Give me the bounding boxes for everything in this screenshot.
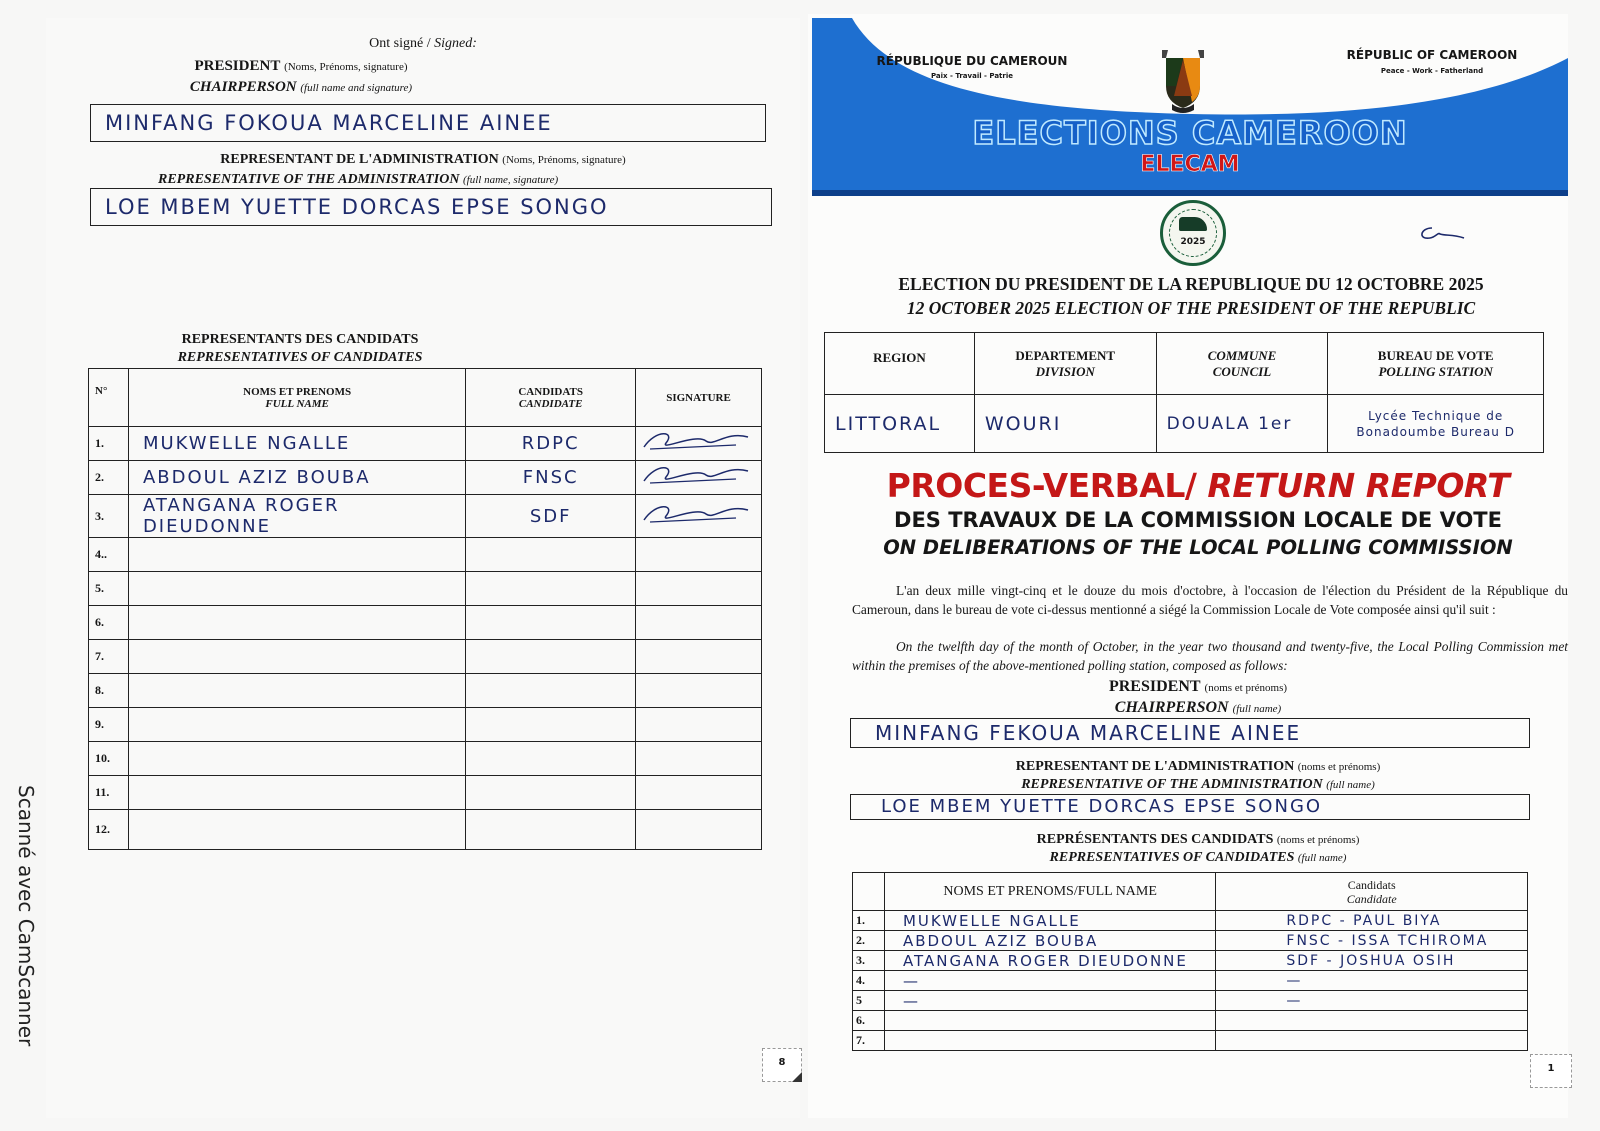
initials-mark-icon: [1416, 222, 1476, 246]
row-number: 7.: [89, 640, 129, 674]
table-row: [89, 461, 762, 495]
rep-name-cell[interactable]: ATANGANA ROGER DIEUDONNE: [128, 495, 465, 538]
division-value[interactable]: WOURI: [974, 395, 1156, 453]
header-cand-fr: CANDIDATS: [518, 385, 583, 398]
candidate-cell[interactable]: SDF - JOSHUA OSIH: [1216, 951, 1528, 971]
header-division-fr: DEPARTEMENT: [1015, 347, 1116, 363]
candidate-cell[interactable]: —: [1216, 971, 1528, 991]
header-polling-station: [1328, 333, 1544, 395]
chairperson-heading: [46, 79, 556, 96]
table-row: [853, 951, 1528, 971]
header-council-fr: COMMUNE: [1207, 347, 1277, 363]
right-admin-label-en: REPRESENTATIVE OF THE ADMINISTRATION: [1021, 777, 1323, 792]
seal-year: 2025: [1180, 237, 1206, 247]
reps-title-fr: REPRESENTANTS DES CANDIDATS: [181, 332, 419, 347]
right-page: [808, 14, 1568, 1118]
rep-name-cell[interactable]: ATANGANA ROGER DIEUDONNE: [884, 951, 1215, 971]
row-number: 6.: [89, 606, 129, 640]
page-number-right: 1: [1547, 1063, 1555, 1074]
signature-cell[interactable]: [636, 461, 762, 495]
right-header-name: NOMS ET PRENOMS/FULL NAME: [884, 873, 1215, 911]
right-admin-name: LOE MBEM YUETTE DORCAS EPSE SONGO: [881, 796, 1323, 817]
table-row: [853, 911, 1528, 931]
candidate-cell[interactable]: SDF: [466, 495, 636, 538]
rep-name-cell[interactable]: [128, 810, 465, 850]
admin-name: LOE MBEM YUETTE DORCAS EPSE SONGO: [105, 195, 609, 219]
row-number: 11.: [89, 776, 129, 810]
row-number: 4.: [853, 971, 885, 991]
admin-label: REPRESENTANT DE L'ADMINISTRATION: [220, 152, 499, 167]
right-admin-name-field[interactable]: [850, 794, 1530, 820]
header-name-en: FULL NAME: [265, 397, 329, 410]
region-value[interactable]: LITTORAL: [825, 395, 975, 453]
header-name-fr: NOMS ET PRENOMS: [243, 385, 352, 398]
location-table: [824, 332, 1544, 453]
right-chair-label: CHAIRPERSON: [1114, 699, 1229, 716]
candidate-cell[interactable]: FNSC: [466, 461, 636, 495]
signed-heading: [46, 36, 800, 52]
right-admin-heading-en: [848, 777, 1548, 793]
candidate-reps-table-right: [852, 872, 1528, 1051]
right-president-note: (noms et prénoms): [1204, 682, 1288, 694]
candidate-cell[interactable]: [466, 810, 636, 850]
row-number: 6.: [853, 1011, 885, 1031]
row-number: 10.: [89, 742, 129, 776]
rep-name-cell[interactable]: [884, 1011, 1215, 1031]
table-row: [853, 991, 1528, 1011]
admin-heading: [46, 152, 800, 168]
right-admin-heading: [848, 759, 1548, 775]
table-row: [89, 427, 762, 461]
header-no: N°: [89, 369, 129, 427]
candidate-cell[interactable]: [466, 606, 636, 640]
row-number: 9.: [89, 708, 129, 742]
row-number: 3.: [853, 951, 885, 971]
council-value[interactable]: DOUALA 1er: [1156, 395, 1328, 453]
signature-cell[interactable]: [636, 427, 762, 461]
admin-note: (Noms, Prénoms, signature): [502, 154, 626, 166]
admin-label-en: REPRESENTATIVE OF THE ADMINISTRATION: [158, 172, 460, 187]
rep-name-cell[interactable]: [128, 538, 465, 572]
header-council: [1156, 333, 1328, 395]
location-header-row: [825, 333, 1544, 395]
page-number-badge-left: [762, 1048, 802, 1082]
table-row: [89, 776, 762, 810]
candidate-cell[interactable]: [466, 674, 636, 708]
table-row: [89, 572, 762, 606]
signature-cell[interactable]: [636, 708, 762, 742]
president-heading: [46, 58, 556, 75]
motto-fr: Paix - Travail - Patrie: [930, 72, 1014, 80]
signature-cell[interactable]: [636, 810, 762, 850]
rep-name-cell[interactable]: [128, 572, 465, 606]
elecam-banner: [812, 18, 1568, 196]
candidate-cell[interactable]: [466, 708, 636, 742]
right-header-candidate: [1216, 873, 1528, 911]
org-name: ELECTIONS CAMEROON: [972, 114, 1408, 152]
table-row: [89, 674, 762, 708]
right-reps-heading: [848, 832, 1548, 848]
row-number: 5.: [89, 572, 129, 606]
signature-cell[interactable]: [636, 640, 762, 674]
candidate-cell[interactable]: RDPC: [466, 427, 636, 461]
candidate-cell[interactable]: FNSC - ISSA TCHIROMA: [1216, 931, 1528, 951]
row-number: 4..: [89, 538, 129, 572]
rep-name-cell[interactable]: [128, 708, 465, 742]
table-row: [853, 971, 1528, 991]
country-en: RÉPUBLIC OF CAMEROON: [1346, 48, 1518, 62]
page-number-left: 8: [778, 1057, 786, 1068]
header-region: [825, 333, 975, 395]
right-reps-title-en: REPRESENTATIVES OF CANDIDATES: [1049, 850, 1295, 865]
row-number: 12.: [89, 810, 129, 850]
admin-heading-en: [158, 172, 558, 188]
candidate-cell[interactable]: [466, 742, 636, 776]
table-row: [89, 742, 762, 776]
right-president-name-field[interactable]: [850, 718, 1530, 748]
table-row: [853, 931, 1528, 951]
polling-station-value[interactable]: Lycée Technique de Bonadoumbe Bureau D: [1328, 395, 1544, 453]
header-division-en: DIVISION: [1035, 363, 1095, 379]
right-reps-title-fr: REPRÉSENTANTS DES CANDIDATS: [1036, 832, 1274, 847]
row-number: 7.: [853, 1031, 885, 1051]
right-table-header-row: [853, 873, 1528, 911]
rep-name-cell[interactable]: ABDOUL AZIZ BOUBA: [128, 461, 465, 495]
signature-scribble-icon: [636, 427, 756, 455]
table-row: [853, 1031, 1528, 1051]
camscanner-watermark: Scanné avec CamScanner: [14, 785, 38, 1047]
country-fr: RÉPUBLIQUE DU CAMEROUN: [876, 54, 1068, 68]
right-admin-note-en: (full name): [1326, 779, 1375, 791]
table-row: [89, 606, 762, 640]
intro-paragraph-en: On the twelfth day of the month of October, in the year two thousand and twenty-five, the Local Polling Commission met within the premises of the above-mentioned polling station, composed as follows:: [852, 639, 1568, 673]
org-acronym: ELECAM: [1140, 152, 1240, 177]
right-chair-note: (full name): [1232, 703, 1282, 715]
report-subtitle-fr: DES TRAVAUX DE LA COMMISSION LOCALE DE VOTE: [894, 508, 1502, 532]
signature-cell[interactable]: [636, 538, 762, 572]
row-number: 2.: [853, 931, 885, 951]
header-region-fr: REGION: [873, 349, 926, 365]
page-number-badge-right: [1530, 1054, 1572, 1088]
left-page: [46, 18, 800, 1118]
candidate-cell[interactable]: [1216, 1031, 1528, 1051]
coat-of-arms-icon: [1154, 46, 1212, 114]
candidate-cell[interactable]: —: [1216, 991, 1528, 1011]
location-values-row: [825, 395, 1544, 453]
right-reps-heading-en: [848, 850, 1548, 866]
right-table-body: [853, 911, 1528, 1051]
chair-label: CHAIRPERSON: [189, 79, 297, 95]
table-row: [853, 1011, 1528, 1031]
right-president-heading: [848, 678, 1548, 696]
chair-note: (full name and signature): [300, 82, 413, 94]
signed-label-fr: Ont signé /: [369, 36, 435, 51]
header-name: [128, 369, 465, 427]
candidate-cell[interactable]: [466, 776, 636, 810]
table-row: [89, 538, 762, 572]
header-no-blank: [853, 873, 885, 911]
candidate-cell[interactable]: [466, 572, 636, 606]
row-number: 2.: [89, 461, 129, 495]
right-admin-note: (noms et prénoms): [1297, 761, 1381, 773]
right-president-label: PRESIDENT: [1108, 678, 1201, 695]
signature-cell[interactable]: [636, 674, 762, 708]
candidate-reps-table-left: [88, 368, 762, 850]
elecam-seal-icon: [1160, 200, 1226, 266]
president-label: PRESIDENT: [194, 58, 281, 74]
row-number: 8.: [89, 674, 129, 708]
table-row: [89, 708, 762, 742]
signature-scribble-icon: [636, 500, 756, 528]
header-council-en: COUNCIL: [1212, 363, 1272, 379]
rep-name-cell[interactable]: MUKWELLE NGALLE: [884, 911, 1215, 931]
report-subtitle-en: ON DELIBERATIONS OF THE LOCAL POLLING COMMISSION: [883, 536, 1513, 559]
election-title-fr: ELECTION DU PRESIDENT DE LA REPUBLIQUE DU 12 OCTOBRE 2025: [898, 274, 1484, 294]
election-title-en: 12 OCTOBER 2025 ELECTION OF THE PRESIDENT OF THE REPUBLIC: [906, 298, 1476, 318]
header-cand-en: CANDIDATE: [518, 397, 583, 410]
table-row: [89, 640, 762, 674]
rep-name-cell[interactable]: [128, 674, 465, 708]
page-fold-icon: [792, 1072, 802, 1082]
rep-name-cell[interactable]: —: [884, 971, 1215, 991]
signature-cell[interactable]: [636, 606, 762, 640]
header-polling-fr: BUREAU DE VOTE: [1377, 347, 1494, 363]
signature-cell[interactable]: [636, 742, 762, 776]
row-number: 3.: [89, 495, 129, 538]
rep-name-cell[interactable]: ABDOUL AZIZ BOUBA: [884, 931, 1215, 951]
motto-en: Peace - Work - Fatherland: [1380, 67, 1484, 75]
rep-name-cell[interactable]: [884, 1031, 1215, 1051]
admin-note-en: (full name, signature): [462, 174, 559, 186]
signature-cell[interactable]: [636, 495, 762, 538]
rep-name-cell[interactable]: [128, 742, 465, 776]
row-number: 1.: [853, 911, 885, 931]
candidate-cell[interactable]: [466, 640, 636, 674]
rep-name-cell[interactable]: [128, 640, 465, 674]
right-admin-label: REPRESENTANT DE L'ADMINISTRATION: [1015, 759, 1295, 774]
header-polling-en: POLLING STATION: [1378, 363, 1493, 379]
table-row: [89, 810, 762, 850]
rep-name-cell[interactable]: [128, 606, 465, 640]
header-signature: SIGNATURE: [636, 369, 762, 427]
signature-cell[interactable]: [636, 572, 762, 606]
report-title: [838, 466, 1558, 505]
header-candidate: [466, 369, 636, 427]
president-name: MINFANG FOKOUA MARCELINE AINEE: [105, 111, 553, 135]
signature-scribble-icon: [636, 461, 756, 489]
president-name-field[interactable]: [90, 104, 766, 142]
rep-name-cell[interactable]: —: [884, 991, 1215, 1011]
candidate-cell[interactable]: [466, 538, 636, 572]
signature-cell[interactable]: [636, 776, 762, 810]
right-president-name: MINFANG FEKOUA MARCELINE AINEE: [875, 721, 1302, 745]
right-header-cand-en: Candidate: [1346, 891, 1397, 906]
rep-name-cell[interactable]: MUKWELLE NGALLE: [128, 427, 465, 461]
report-title-fr: PROCES-VERBAL/: [886, 466, 1197, 505]
admin-name-field[interactable]: [90, 188, 772, 226]
intro-paragraph-fr: L'an deux mille vingt-cinq et le douze du mois d'octobre, à l'occasion de l'élection du Président de la République du Cameroun, dans le bureau de vote ci-dessus mentionné a siégé la Commission Locale de Vote composée ainsi qu'il suit :: [852, 583, 1568, 617]
left-table-body: [89, 427, 762, 850]
right-reps-note-fr: (noms et prénoms): [1276, 834, 1360, 846]
header-division: [974, 333, 1156, 395]
table-row: [89, 495, 762, 538]
signed-label-en: Signed:: [434, 36, 477, 51]
reps-title-en: REPRESENTATIVES OF CANDIDATES: [177, 350, 423, 365]
row-number: 1.: [89, 427, 129, 461]
row-number: 5: [853, 991, 885, 1011]
right-chair-heading: [848, 699, 1548, 717]
rep-name-cell[interactable]: [128, 776, 465, 810]
president-note: (Noms, Prénoms, signature): [284, 61, 408, 73]
candidate-cell[interactable]: RDPC - PAUL BIYA: [1216, 911, 1528, 931]
candidate-cell[interactable]: [1216, 1011, 1528, 1031]
table-header-row: [89, 369, 762, 427]
right-header-cand-fr: Candidats: [1347, 877, 1396, 892]
right-reps-note-en: (full name): [1297, 852, 1347, 864]
report-title-en: RETURN REPORT: [1196, 466, 1510, 505]
